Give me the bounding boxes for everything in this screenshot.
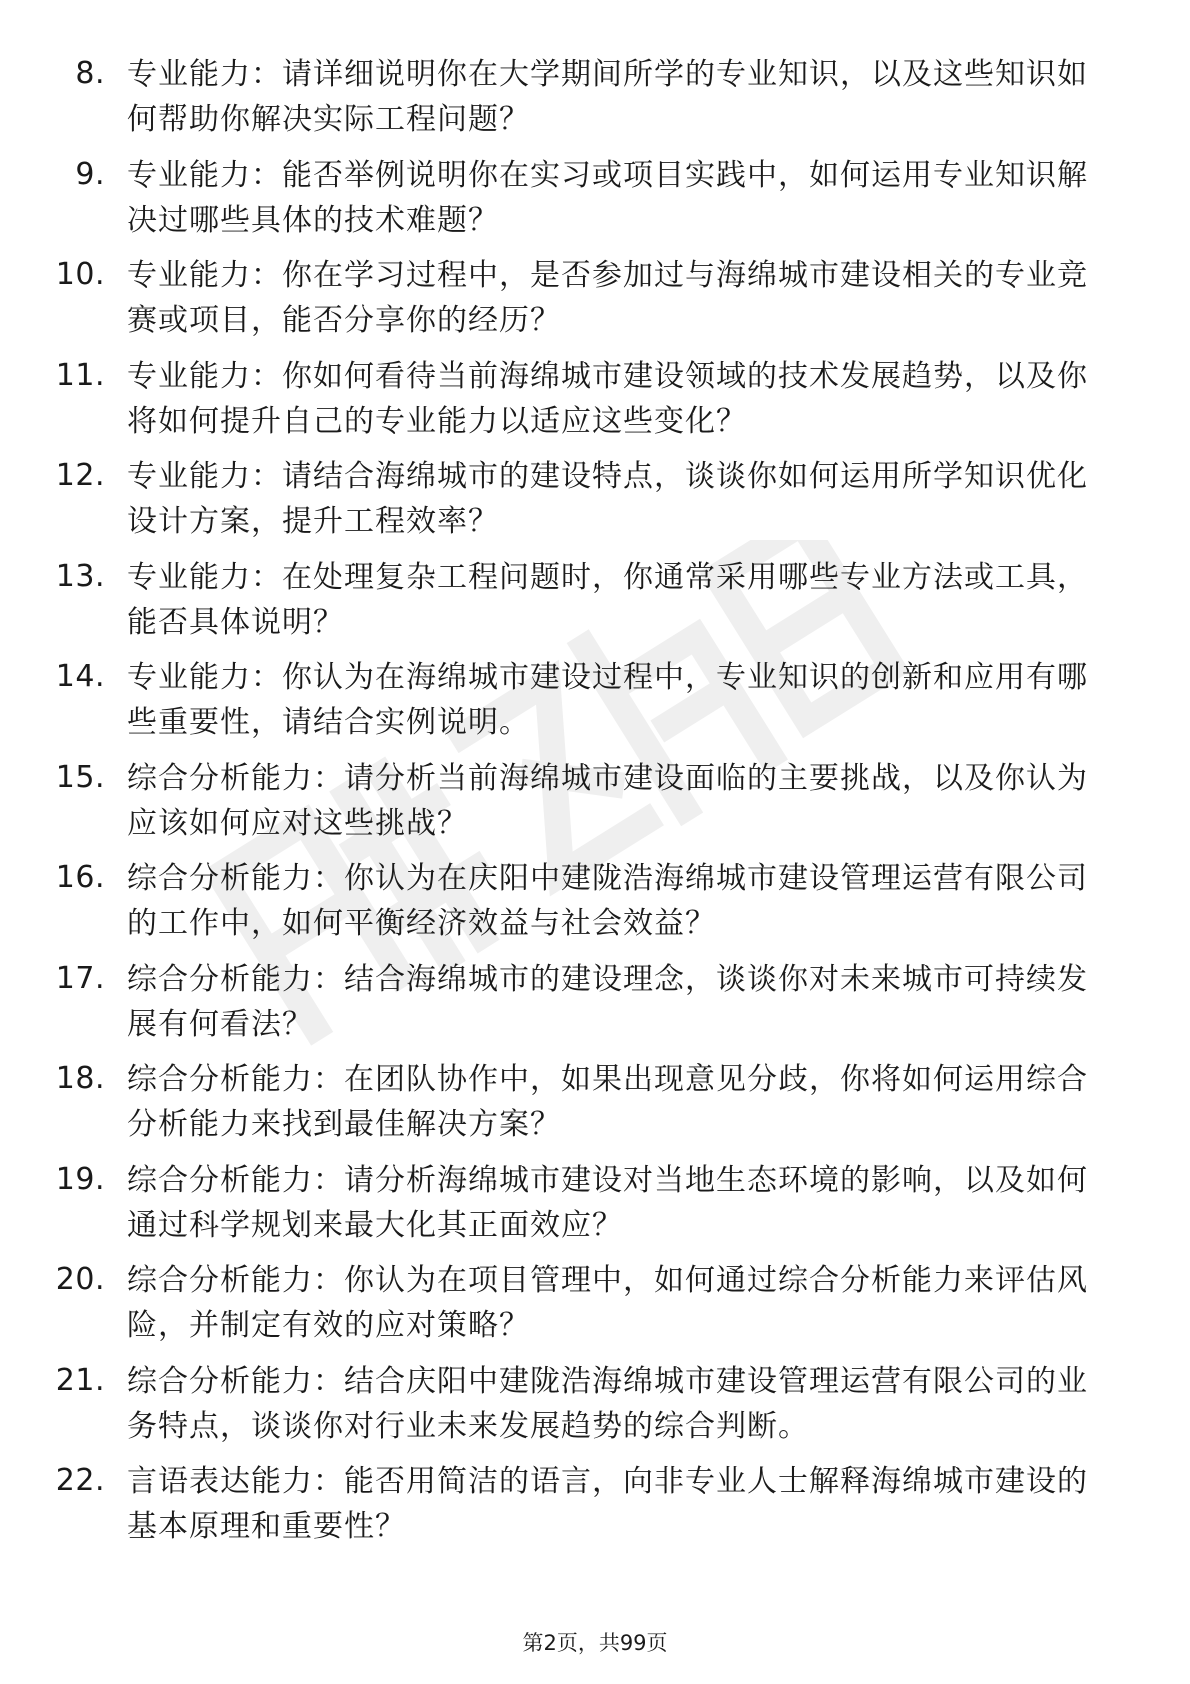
question-number: 12. — [55, 458, 105, 493]
list-item — [0, 1057, 1190, 1158]
list-item — [0, 555, 1190, 656]
question-number: 15. — [55, 759, 105, 795]
list-item — [0, 1258, 1190, 1359]
list-item — [0, 1359, 1190, 1460]
question-number: 11. — [55, 357, 105, 393]
list-item — [0, 856, 1190, 957]
question-number: 14. — [55, 659, 105, 694]
question-text: 综合分析能力：你认为在项目管理中，如何通过综合分析能力来评估风险，并制定有效的应对策略？ — [127, 1263, 1088, 1343]
list-item — [0, 52, 1190, 153]
question-text: 综合分析能力：请分析当前海绵城市建设面临的主要挑战，以及你认为应该如何应对这些挑战？ — [127, 760, 1088, 841]
question-number: 18. — [55, 1061, 105, 1096]
list-item — [0, 1459, 1190, 1560]
list-item — [0, 354, 1190, 455]
question-number: 20. — [55, 1262, 105, 1297]
question-number: 10. — [55, 257, 105, 292]
question-number: 21. — [55, 1362, 105, 1398]
list-item — [0, 253, 1190, 354]
question-text: 专业能力：请结合海绵城市的建设特点，谈谈你如何运用所学知识优化设计方案，提升工程效率？ — [127, 459, 1088, 539]
question-text: 专业能力：请详细说明你在大学期间所学的专业知识，以及这些知识如何帮助你解决实际工程问题？ — [127, 57, 1088, 137]
question-number: 13. — [55, 558, 105, 594]
list-item — [0, 454, 1190, 555]
question-text: 专业能力：你认为在海绵城市建设过程中，专业知识的创新和应用有哪些重要性，请结合实例说明。 — [127, 660, 1088, 740]
question-text: 综合分析能力：你认为在庆阳中建陇浩海绵城市建设管理运营有限公司的工作中，如何平衡经济效益与社会效益？ — [127, 861, 1088, 941]
question-text: 专业能力：你如何看待当前海绵城市建设领域的技术发展趋势，以及你将如何提升自己的专业能力以适应这些变化？ — [127, 358, 1088, 439]
question-number: 8. — [75, 56, 105, 91]
question-text: 综合分析能力：结合庆阳中建陇浩海绵城市建设管理运营有限公司的业务特点，谈谈你对行业未来发展趋势的综合判断。 — [127, 1363, 1088, 1444]
list-item — [0, 153, 1190, 254]
question-text: 专业能力：能否举例说明你在实习或项目实践中，如何运用专业知识解决过哪些具体的技术难题？ — [127, 157, 1088, 238]
list-item — [0, 756, 1190, 857]
page-footer: 第2页，共99页 — [522, 1631, 668, 1655]
question-number: 22. — [55, 1463, 105, 1498]
question-number: 19. — [55, 1161, 105, 1197]
question-number: 17. — [55, 960, 105, 996]
question-text: 综合分析能力：结合海绵城市的建设理念，谈谈你对未来城市可持续发展有何看法？ — [127, 961, 1088, 1042]
question-text: 专业能力：你在学习过程中，是否参加过与海绵城市建设相关的专业竞赛或项目，能否分享你的经历？ — [127, 258, 1088, 338]
question-text: 综合分析能力：在团队协作中，如果出现意见分歧，你将如何运用综合分析能力来找到最佳解决方案？ — [127, 1062, 1088, 1142]
question-number: 9. — [75, 156, 105, 192]
question-list — [0, 52, 1190, 1560]
list-item — [0, 655, 1190, 756]
list-item — [0, 1158, 1190, 1259]
question-text: 言语表达能力：能否用简洁的语言，向非专业人士解释海绵城市建设的基本原理和重要性？ — [127, 1464, 1088, 1544]
question-number: 16. — [55, 860, 105, 895]
question-text: 综合分析能力：请分析海绵城市建设对当地生态环境的影响，以及如何通过科学规划来最大化其正面效应？ — [127, 1162, 1088, 1243]
list-item — [0, 957, 1190, 1058]
question-text: 专业能力：在处理复杂工程问题时，你通常采用哪些专业方法或工具，能否具体说明？ — [127, 559, 1088, 640]
